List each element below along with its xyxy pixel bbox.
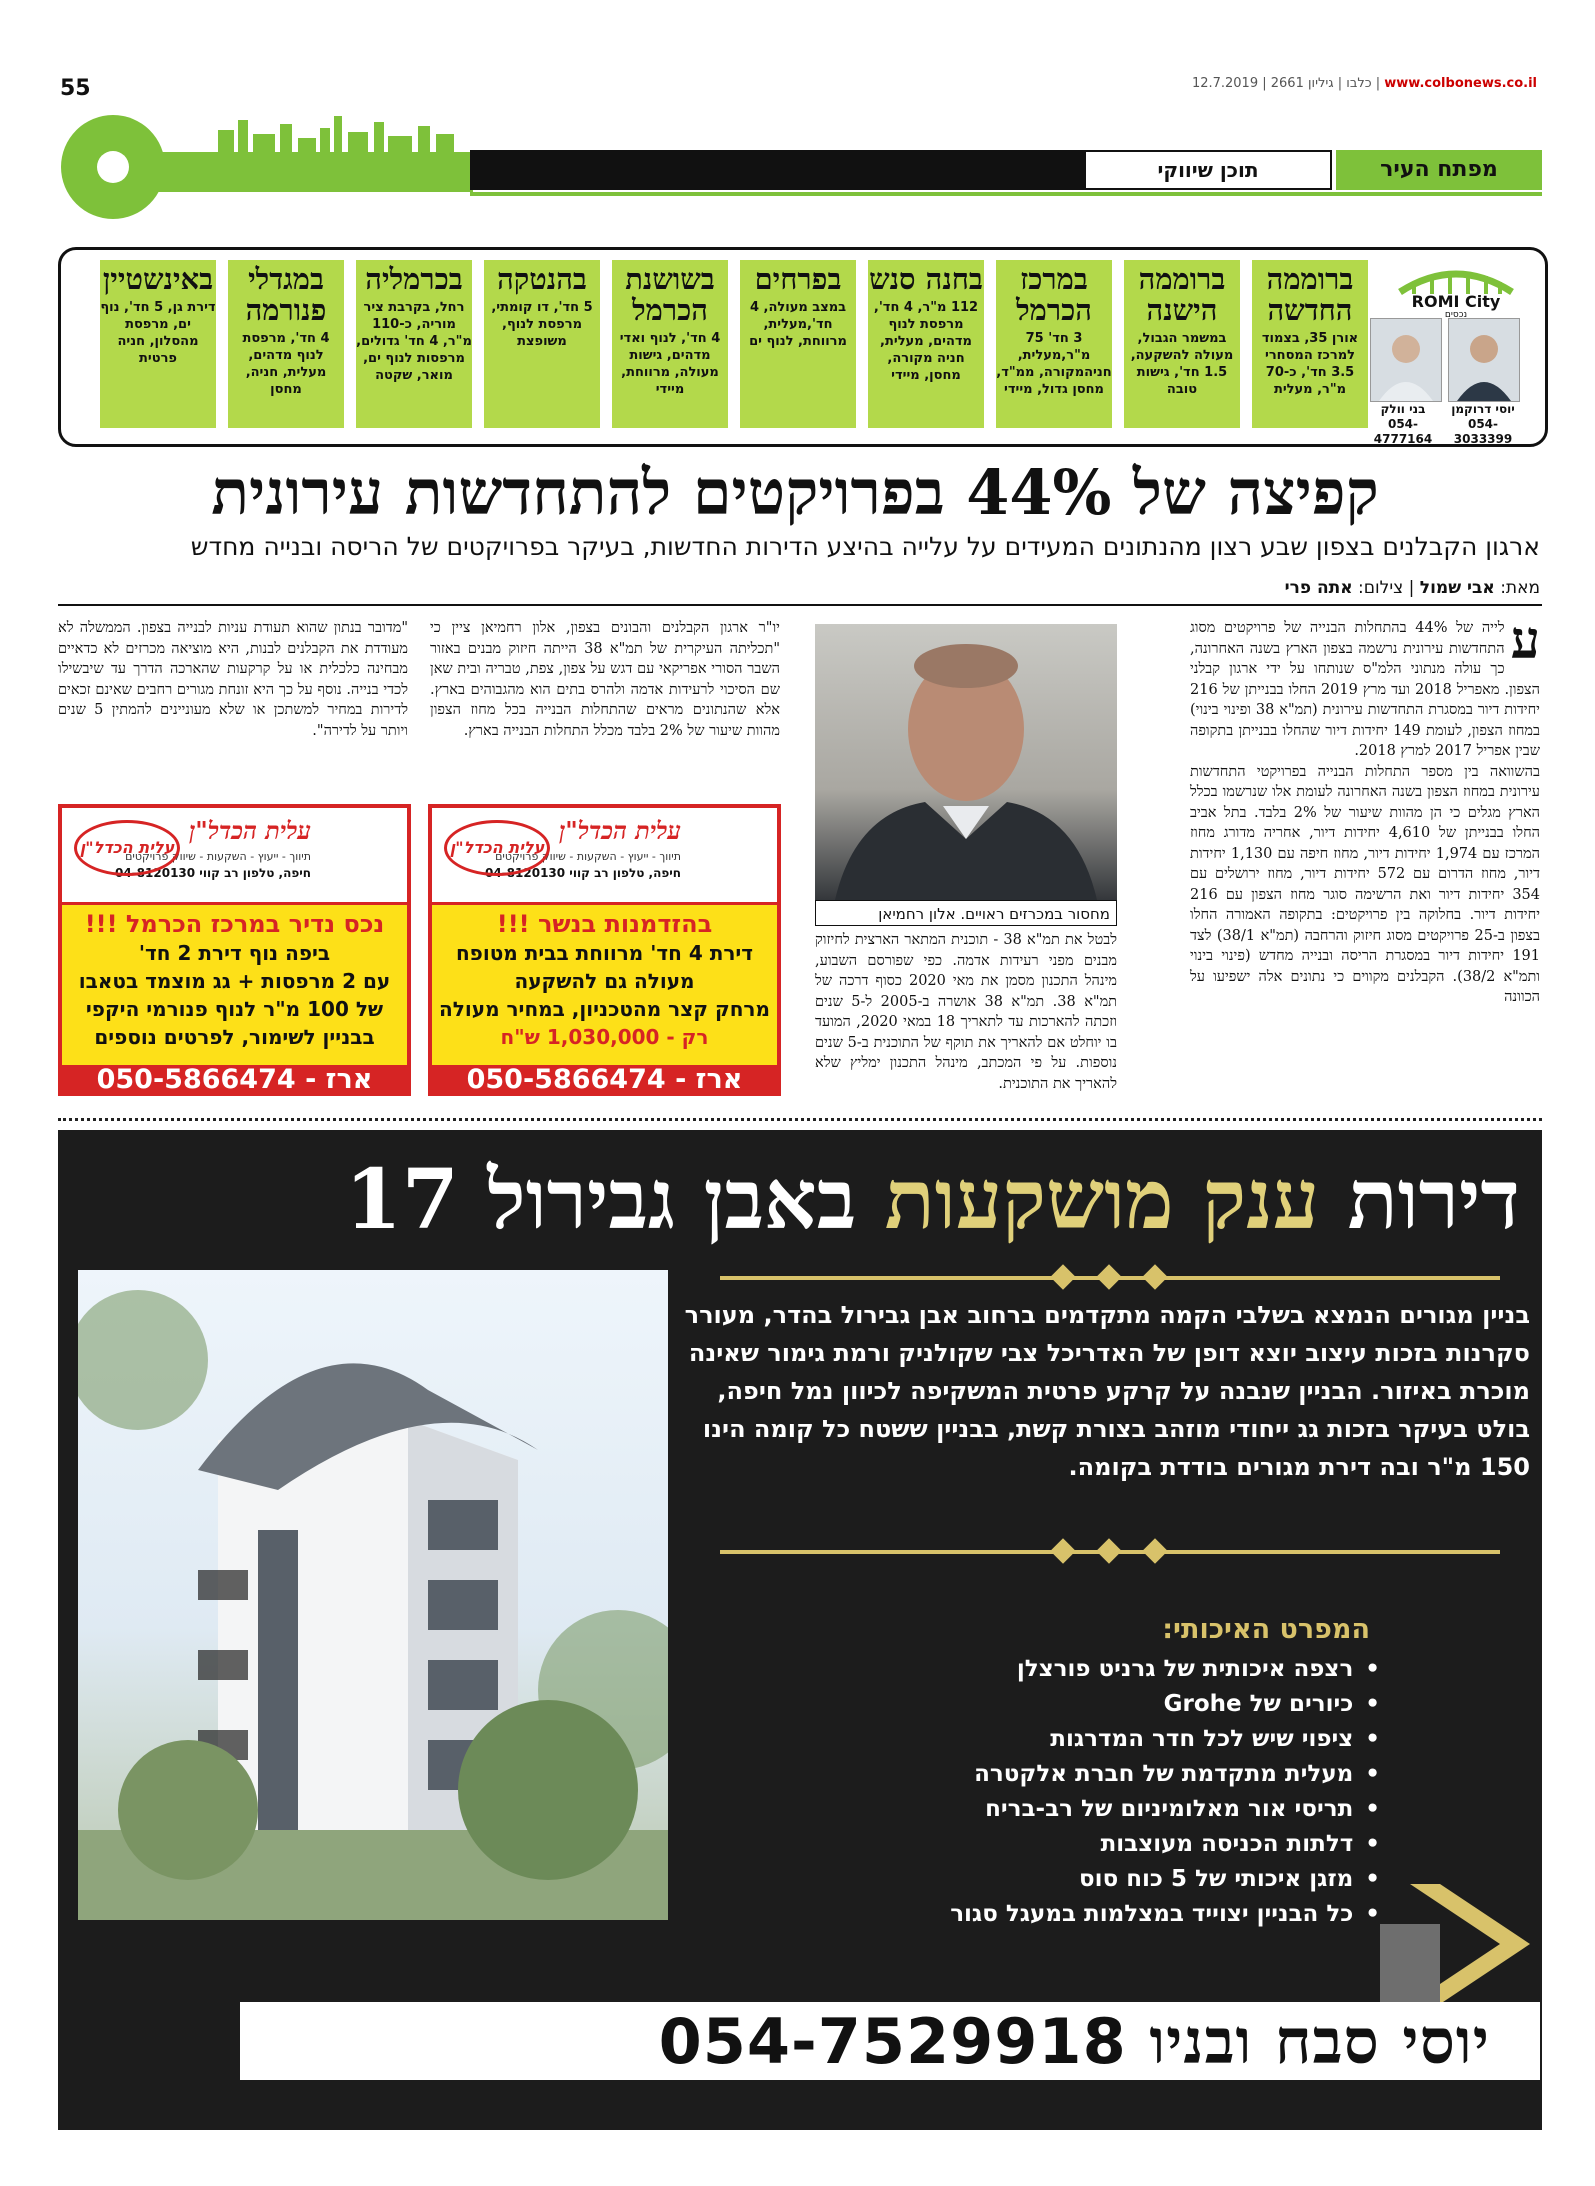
building-rendering <box>78 1270 668 1920</box>
listing-tile[interactable] <box>228 260 344 428</box>
listing-desc: 3 חד' 75 מ"ר,מעלית, חניהמקורה, ממ"ד, מחסן גדול, מיידי <box>996 331 1112 397</box>
listing-title: ברוממה החדשה <box>1266 262 1354 327</box>
company-logo-icon <box>1380 1884 1530 2004</box>
article-credits: מאת: אבי שמול | צילום: אתה פרי <box>1284 578 1540 598</box>
ad-line: דירת 4 חד' מרווחת בבית מטופח <box>455 941 754 965</box>
article-headline: קפיצה של 44% בפרויקטים להתחדשות עירונית <box>211 456 1379 529</box>
spec-list <box>860 1652 1380 1932</box>
ad-phone[interactable]: 050-5866474 - ארז <box>432 1065 777 1095</box>
spec-title: המפרט האיכותי: <box>1162 1614 1370 1645</box>
company-name: יוסי סבח ובניו <box>1149 2005 1490 2078</box>
ad-brand: עלית הכדל"ן <box>559 816 681 845</box>
listing-tile[interactable] <box>868 260 984 428</box>
author: אבי שמול <box>1419 578 1495 598</box>
ad-brand: עלית הכדל"ן <box>189 816 311 845</box>
ad-line: עם 2 מרפסות + גג מוצמד בטאבו <box>78 969 391 993</box>
listing-title: ברוממה הישנה <box>1138 262 1226 327</box>
ad-line: של 100 מ"ר לנוף פנורמי היקפי <box>85 997 384 1021</box>
photo-label: צילום: <box>1358 578 1404 598</box>
company-phone[interactable]: 054-7529918 <box>658 2005 1127 2078</box>
listing-title: בחנה סנש <box>869 262 983 296</box>
ad-line: בבניין לשימור, לפרטים נוספים <box>94 1025 375 1049</box>
spec-item: • דלתות הכניסה מעוצבות <box>860 1827 1380 1862</box>
ad-logo: עלית הכדל"ן <box>444 820 550 876</box>
realestate-ad-nesher[interactable] <box>428 804 781 1096</box>
listing-title: באינשטיין <box>102 262 214 296</box>
byline-label: מאת: <box>1500 578 1540 598</box>
listing-tile[interactable] <box>740 260 856 428</box>
agent-photo-2 <box>1370 318 1442 402</box>
agent-name: יוסי דרוקמן <box>1451 402 1515 416</box>
agent-photo-1 <box>1448 318 1520 402</box>
listing-tile[interactable] <box>1252 260 1368 428</box>
dotted-separator <box>58 1118 1542 1121</box>
issue-number: גיליון 2661 <box>1270 76 1334 91</box>
listing-desc: רחל, בקרבת ציר מוריה, כ-110 מ"ר, 4 חד' גדולים, מרפסות לנוף ים, מואר, שקטה <box>356 300 472 383</box>
big-ad-title-part2: באבן גבירול 17 <box>344 1152 857 1248</box>
dropcap: ע <box>1510 610 1540 671</box>
col1-text: לייה של 44% בהתחלות הבנייה של פרויקטים מסוג התחדשות עירונית נרשמה בצפון הארץ בשנה האחרונה, כך עולה מנתוני הלמ"ס שנותחו על ידי ארגון קבלני הצפון. מאפריל 2018 ועד מרץ 2019 החלו בבנייתן של 216 יחידות דיור במסגרת התחדשות עירונית (תמ"א 38 ופינוי בינוי) במחוז הצפון, לעומת 149 יחידות דיור שהחלו בבנייתן בתקופה שבין אפריל 2017 למרץ 2018. <box>1190 620 1540 759</box>
header-underline <box>470 192 1542 196</box>
issue-date: 12.7.2019 <box>1191 76 1259 91</box>
big-ad-title-gold: ענק מושקעות <box>884 1152 1320 1248</box>
ad-slogan: תיווך - ייעוץ - השקעות - שיווק פרויקטים <box>495 850 681 863</box>
ad-title: נכס נדיר במרכז הכרמל !!! <box>84 910 385 938</box>
page-number: 55 <box>60 76 91 101</box>
credits-rule <box>58 604 1542 606</box>
person-icon <box>1449 319 1519 401</box>
col1b-text: בהשוואה בין מספר התחלות הבנייה בפרויקטי התחדשות עירונית במחוז הצפון בשנה האחרונה לעומת אלו שנרשמו בכלל הארץ מגלים כי הן מהוות שיעור של 2% בלבד. בתל אביב החלו בבנייתן של 4,610 יחידות דיור, אחריה מדורג מחוז המרכז עם 1,974 יחידות דיור, מחוז חיפה עם 1,130 יחידות דיור, מחוז הדרום עם 572 יחידות דיור, מחוז ירושלים עם 354 יחידות דיור ואת הרשימה סוגר מחוז הצפון עם 216 יחידות דיור. בחלוקה בין פרויקטים: בתקופה האמורה החלו בצפון ב-25 פרויקטים מסוג חיזוק והרחבה (תמ"א 38/1) לצד 191 יחידות דיור במסגרת הריסה ובנייה מחדש (פינוי בינוי ותמ"א 38/2). הקבלנים מקווים כי נתונים אלה ישפיעו על הכוונה <box>1190 763 1541 1005</box>
spec-item: • כל הבניין יצוייד במצלמות במעגל סגור <box>860 1897 1380 1932</box>
listing-title: במרכז הכרמל <box>1016 262 1092 327</box>
listing-desc: במשמר הגבול, מעולה להשקעה, 1.5 חד', גישות טובה <box>1130 331 1234 397</box>
ad-slogan: תיווך - ייעוץ - השקעות - שיווק פרויקטים <box>125 850 311 863</box>
photographer: אתה פרי <box>1284 578 1353 598</box>
listing-desc: במצב מעולה, 4 חד',מעלית, מרווחת, לנוף ים <box>749 300 847 349</box>
listing-tile[interactable] <box>356 260 472 428</box>
listing-tile[interactable] <box>996 260 1112 428</box>
ad-line: מעולה גם להשקעה <box>514 969 695 993</box>
listing-tile[interactable] <box>612 260 728 428</box>
section-label: תוכן שיווקי <box>1084 150 1332 190</box>
listing-title: בהנטקה <box>497 262 587 296</box>
big-ad-description: בניין מגורים הנמצא בשלבי הקמה מתקדמים ברחוב אבן גבירול בהדר, מעורר סקרנות בזכות עיצוב יוצא דופן של האדריכל צבי שקולניק ורמת גימור שאינה מוכרת באיזור. הבניין שנבנה על קרקע פרטית המשקיפה לכיוון נמל חיפה, בולט בעיקר בזכות גג ייחודי מוזהב בצורת קשת, בבניין ששטח כל קומה הינו 150 מ"ר ובה דירת מגורים בודדת בקומה. <box>684 1301 1530 1481</box>
listing-desc: 5 חד', דו קומתי, מרפסת לנוף, משופצת <box>491 300 593 349</box>
listing-desc: 4 חד', מרפסת לנוף מדהים, מעלית, חניה, מחסן <box>242 331 330 397</box>
big-ad-title <box>80 1150 1520 1250</box>
listing-tile[interactable] <box>100 260 216 428</box>
portrait-photo <box>815 624 1117 900</box>
listing-desc: אורן 35, בצמוד למרכז המסחרי 3.5 חד', כ-70 מ"ר, מעלית <box>1261 331 1359 397</box>
spec-item: • ציפוי שיש לכל חדר המדרגות <box>860 1722 1380 1757</box>
agent-name: בני וולק <box>1380 402 1426 416</box>
ad-address: חיפה, טלפון רב קווי 04-8120130 <box>114 866 311 880</box>
article-column-1 <box>1190 610 1541 1008</box>
ad-price: רק - 1,030,000 ש"ח <box>500 1025 709 1049</box>
big-ad-title-part1: דירות <box>1347 1152 1520 1248</box>
spec-item: • רצפה איכותית של גרניט פורצלן <box>860 1652 1380 1687</box>
issue-line: www.colbonews.co.il | כלבו | גיליון 2661 | 12.7.2019 <box>1191 76 1537 91</box>
ad-logo: עלית הכדל"ן <box>74 820 180 876</box>
spec-item: • כיורים של Grohe <box>860 1687 1380 1722</box>
listing-title: בפרחים <box>754 262 842 296</box>
person-icon <box>815 624 1117 900</box>
romi-logo-name: ROMI City <box>1411 292 1501 311</box>
contact-line <box>250 2004 1490 2080</box>
site-url[interactable]: www.colbonews.co.il <box>1384 76 1537 91</box>
key-icon <box>58 112 478 222</box>
paper-name: כלבו <box>1346 76 1372 91</box>
building-icon <box>78 1270 668 1920</box>
article-subhead: ארגון הקבלנים בצפון שבע רצון מהנתונים המעידים על עלייה בהיצע הדירות החדשות, בעיקר בפרויקטים של הריסה ובנייה מחדש <box>190 532 1540 561</box>
listing-desc: 4 חד', לנוף ואדי מדהים, גישות מעולה, מרווחת, מיידי <box>619 331 721 397</box>
ad-line: ביפה נוף דירת 2 חד' <box>138 941 331 965</box>
ad-phone[interactable]: 050-5866474 - ארז <box>62 1065 407 1095</box>
spec-item: • תריסי אור מאלומיניום של רב-בריח <box>860 1792 1380 1827</box>
listing-tile[interactable] <box>484 260 600 428</box>
agent-2-label <box>1362 402 1444 447</box>
agent-phone[interactable]: 054-3033399 <box>1453 417 1513 446</box>
photo-caption: מחסור במכרזים ראויים. אלון רחמיאן <box>815 900 1117 926</box>
article-column-3: יו"ר ארגון הקבלנים והבונים בצפון, אלון רחמיאן ציין כי "תכליתה העיקרית של תמ"א 38 הייתה חיזוק מבנים באזור השבר הסורי אפריקאי עם דגש על צפון, צפת, טבריה ובית שאן שם הסיכוי לרעידות אדמה ולהרס בתים הוא מהגבוהים בארץ. אלא שהנתונים מראים שהתחלות הבנייה בכל מחוז הצפון מהוות שיעור של 2% בלבד מכלל התחלות הבנייה בארץ. <box>430 620 780 739</box>
romi-city-logo <box>1390 262 1522 318</box>
spec-item: • מזגן איכותי של 5 כוח סוס <box>860 1862 1380 1897</box>
article-column-4: "מדובר בנתון שהוא תעודת עניות לבנייה בצפון. הממשלה לא מעודדת את הקבלנים לבנות, היא מוציאה מכרזים לא כדאיים מבחינה כלכלית או על קרקעות שהארכה הדרך עד שיבשילו לכדי בנייה. נוסף על כך היא זונחת מגורים רחבים שאינם זכאים לדירות במחיר למשתכן או שלא מעוניינים להמתין 5 שנים ויותר על לדירה". <box>58 620 408 739</box>
listing-title: בכרמליה <box>365 262 463 296</box>
ad-title: בהזדמנות בנשר !!! <box>496 910 713 938</box>
listing-desc: דירת גן, 5 חד', נוף ים, מרפסת מהסלון, חניה פרטית <box>100 300 216 366</box>
agent-1-label <box>1442 402 1524 447</box>
spec-item: • מעלית מתקדמת של חברת אלקטרה <box>860 1757 1380 1792</box>
listing-title: במגדלי פנורמה <box>245 262 327 327</box>
romi-logo-sub: נכסים <box>1444 310 1468 318</box>
listing-tile[interactable] <box>1124 260 1240 428</box>
city-key-label: מפתח העיר <box>1336 150 1542 190</box>
ad-line: מרחק קצר מהטכניון, במחיר מעולה <box>439 997 770 1021</box>
person-icon <box>1371 319 1441 401</box>
ad-address: חיפה, טלפון רב קווי 04-8120130 <box>484 866 681 880</box>
article-column-2: לבטל את תמ"א 38 - תוכנית המתאר הארצית לחיזוק מבנים מפני רעידות אדמה. כפי שפורסם השבוע, מינהל התכנון מסמן את מאי 2020 כסוף דרכה של תמ"א 38. תמ"א 38 אושרה ב-2005 ל-5 שנים וזכתה להארכות עד לתאריך 18 במאי 2020, המועד בו יוחלט אם להאריך את תוקף של התוכנית ב-5 שנים נוספות. על פי המכתב, מינהל התכנון ימליץ שלא להאריך את התוכנית. <box>815 932 1118 1092</box>
listing-desc: 112 מ"ר, 4 חד', מרפסת לנוף מדהים, מעלית, חניה מקורה, מחסן, מיידי <box>873 300 979 383</box>
listing-title: בשושנת הכרמל <box>625 262 715 327</box>
agent-phone[interactable]: 054-4777164 <box>1373 417 1433 446</box>
realestate-ad-carmel[interactable] <box>58 804 411 1096</box>
